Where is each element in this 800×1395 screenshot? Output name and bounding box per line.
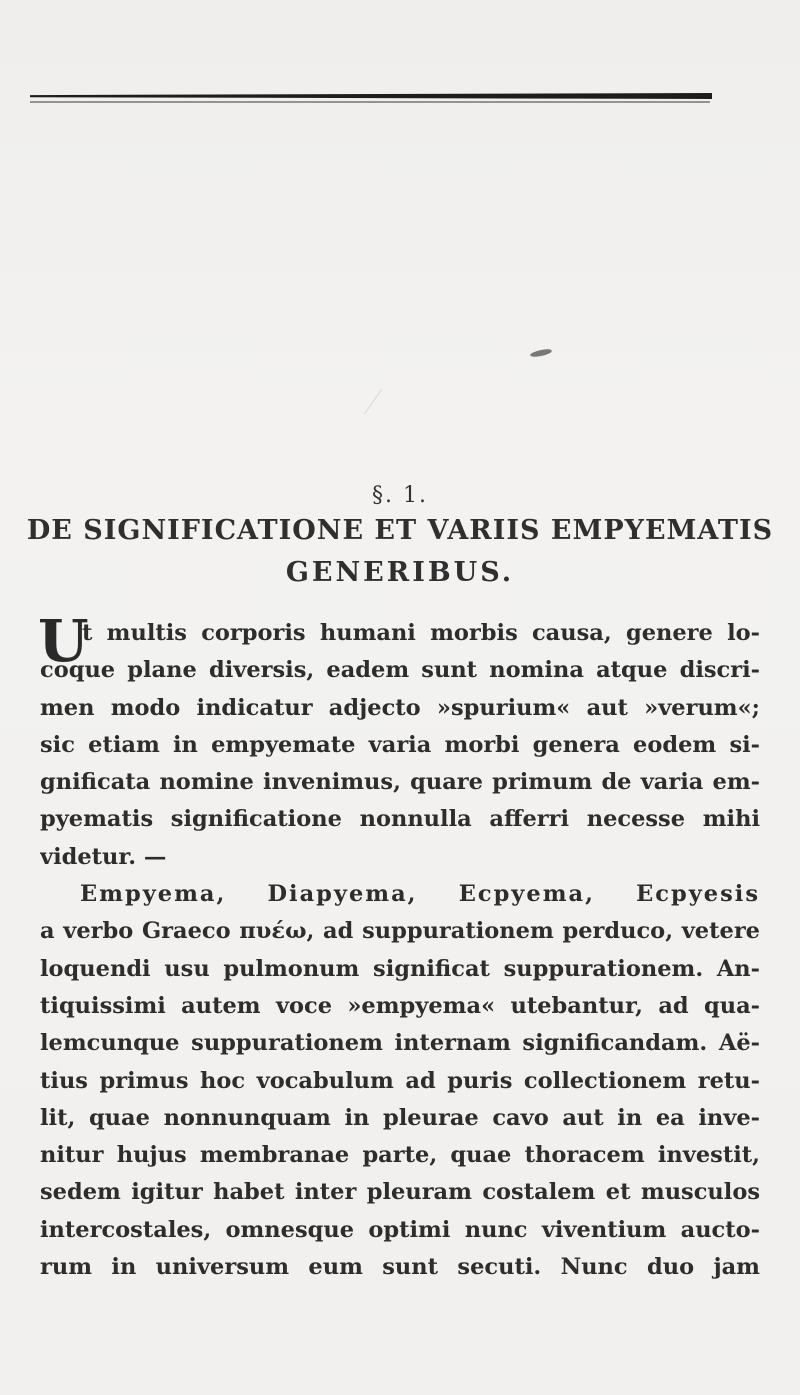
text-line: sedem igitur habet inter pleuram costalem et musculos	[40, 1179, 760, 1206]
text-line: loquendi usu pulmonum significat suppurationem. An-	[40, 955, 760, 982]
text-line: sic etiam in empyemate varia morbi genera eodem si-	[40, 731, 760, 758]
top-decorative-rule-thin	[30, 101, 710, 103]
text-line: nitur hujus membranae parte, quae thoracem investit,	[40, 1142, 760, 1169]
text-line: Empyema, Diapyema, Ecpyema, Ecpyesis	[80, 881, 760, 908]
section-number: §. 1.	[372, 483, 428, 508]
drop-cap: U	[38, 607, 89, 675]
chapter-heading-line-1: DE SIGNIFICATIONE ET VARIIS EMPYEMATIS	[26, 515, 774, 546]
body-text	[40, 615, 760, 1286]
text-line: videtur. —	[40, 843, 167, 870]
text-line: intercostales, omnesque optimi nunc viventium aucto-	[40, 1216, 760, 1243]
text-line: men modo indicatur adjecto »spurium« aut »verum«;	[40, 694, 760, 721]
text-line: rum in universum eum sunt secuti. Nunc duo jam	[40, 1254, 760, 1281]
text-line: lit, quae nonnunquam in pleurae cavo aut in ea inve-	[40, 1104, 760, 1131]
text-line: lemcunque suppurationem internam significandam. Aë-	[40, 1030, 760, 1057]
paper-mark	[364, 389, 407, 431]
text-line: tius primus hoc vocabulum ad puris collectionem retu-	[40, 1067, 760, 1094]
text-line: tiquissimi autem voce »empyema« utebantur, ad qua-	[40, 992, 760, 1019]
text-line: pyematis significatione nonnulla afferri necesse mihi	[40, 806, 760, 833]
ink-smudge	[530, 348, 553, 358]
text-line: coque plane diversis, eadem sunt nomina atque discri-	[40, 657, 760, 684]
top-decorative-rule	[30, 93, 712, 99]
text-line: gnificata nomine invenimus, quare primum de varia em-	[40, 769, 760, 796]
text-line: a verbo Graeco πυέω, ad suppurationem perduco, vetere	[40, 918, 760, 945]
text-line: t multis corporis humani morbis causa, genere lo-	[82, 620, 760, 646]
chapter-heading-line-2: GENERIBUS.	[285, 557, 515, 588]
